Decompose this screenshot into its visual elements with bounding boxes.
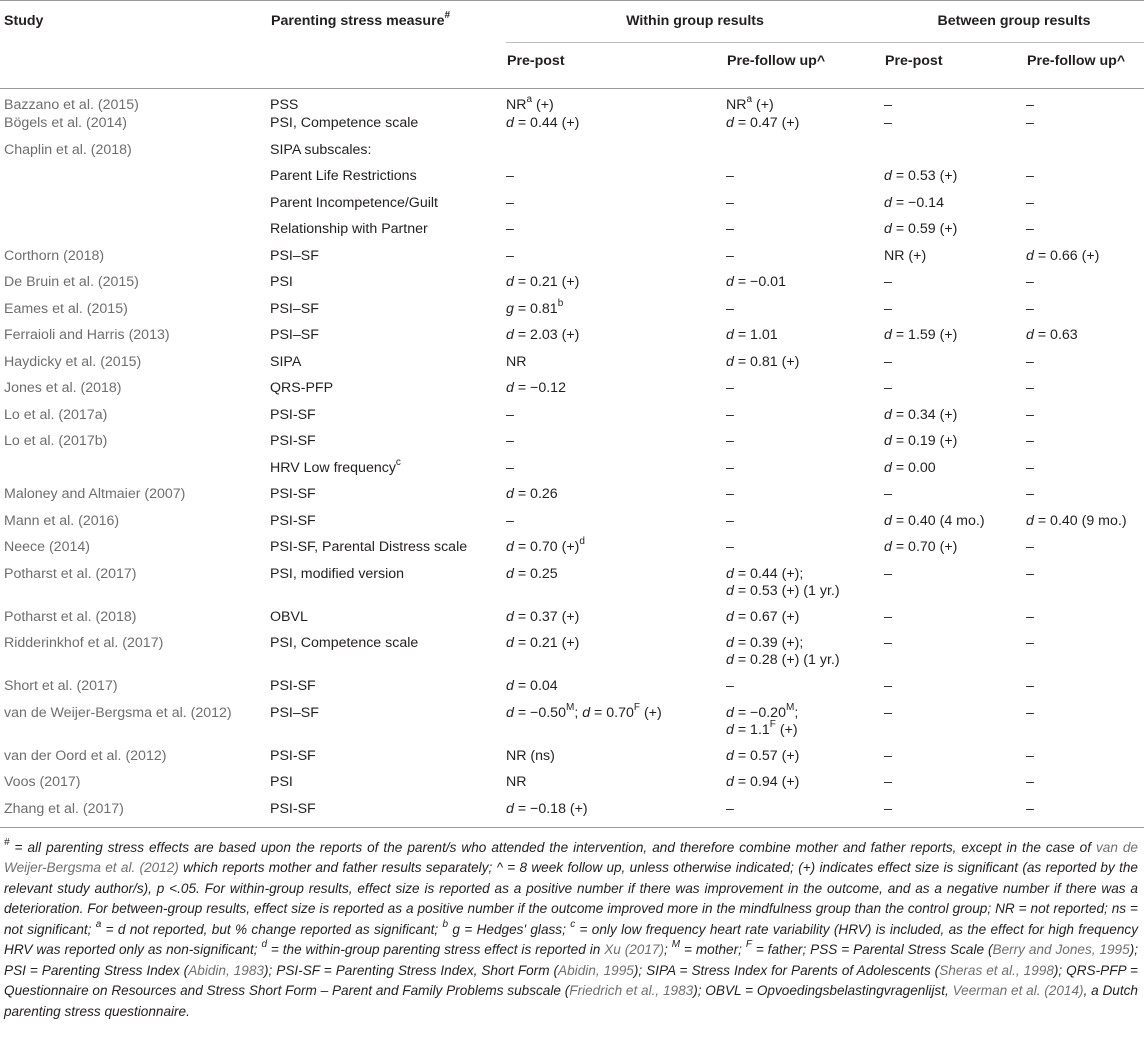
within-pre-post-cell: –: [506, 221, 514, 237]
between-pre-post-cell: –: [884, 300, 892, 317]
measure-cell: PSI-SF: [270, 486, 316, 502]
within-pre-follow-cell: d = 0.94 (+): [726, 774, 800, 790]
study-cell: van der Oord et al. (2012): [4, 747, 167, 764]
between-pre-follow-cell: –: [1026, 704, 1034, 721]
table-row: [0, 609, 1144, 636]
measure-cell: PSI-SF: [270, 433, 316, 449]
within-pre-post-cell: d = 0.70 $(+)^d$: [506, 536, 585, 555]
measure-cell: SIPA subscales:: [270, 141, 372, 158]
within-pre-follow-cell: d = 0.44 (+); d = 0.53 (+) (1 yr.): [726, 565, 840, 599]
header-within-group: Within group results: [506, 1, 884, 43]
between-pre-post-cell: NR (+): [884, 247, 927, 264]
study-cell: Eames et al. (2015): [4, 300, 128, 317]
study-cell: Bazzano et al. (2015): [4, 97, 139, 113]
measure-cell: PSI–SF: [270, 704, 319, 721]
within-pre-follow-cell: –: [726, 539, 734, 555]
study-cell: Voos (2017): [4, 774, 81, 790]
measure-cell: OBVL: [270, 608, 308, 625]
within-pre-follow-cell: d = 0.39 (+); d = 0.28 (+) (1 yr.): [726, 635, 840, 668]
within-pre-post-cell: d = 0.26: [506, 486, 558, 502]
within-pre-follow-cell: –: [726, 168, 734, 184]
within-pre-follow-cell: d = 0.81 (+): [726, 353, 800, 370]
study-cell: Ridderinkhof et al. (2017): [4, 635, 164, 651]
table-row: [0, 539, 1144, 566]
study-cell: Maloney and Altmaier (2007): [4, 486, 186, 502]
between-pre-follow-cell: –: [1026, 459, 1034, 476]
measure-cell: PSI: [270, 774, 293, 790]
between-pre-post-cell: –: [884, 678, 892, 694]
study-cell: Potharst et al. (2018): [4, 608, 137, 625]
study-cell: Potharst et al. (2017): [4, 565, 137, 582]
table-row: [0, 566, 1144, 609]
header-within-pre-follow: Pre-follow up^: [726, 43, 884, 89]
table-row: [0, 460, 1144, 487]
study-cell: Corthorn (2018): [4, 247, 105, 264]
between-pre-post-cell: –: [884, 353, 892, 370]
within-pre-post-cell: d = −0.18 (+): [506, 801, 726, 828]
between-pre-follow-cell: d = 0.40 (9 mo.): [1026, 512, 1127, 529]
study-cell: Mann et al. (2016): [4, 512, 120, 529]
between-pre-follow-cell: –: [1026, 608, 1034, 625]
between-pre-follow-cell: –: [1026, 406, 1034, 423]
within-pre-post-cell: NR: [506, 353, 527, 370]
within-pre-post-cell: d = 2.03 (+): [506, 327, 580, 343]
within-pre-post-cell: d = −0.12: [506, 380, 566, 396]
within-pre-follow-cell: d = 0.47 (+): [726, 115, 800, 131]
measure-cell: PSI-SF: [270, 747, 316, 764]
within-pre-post-cell: –: [506, 406, 514, 423]
between-pre-follow-cell: –: [1026, 353, 1034, 370]
within-pre-post-cell: d = 0.25: [506, 565, 558, 582]
within-pre-post-cell: NR (ns): [506, 747, 555, 764]
between-pre-post-cell: –: [884, 486, 892, 502]
table-row: [0, 327, 1144, 354]
between-pre-follow-cell: d = 0.66 (+): [1026, 247, 1100, 264]
table-row: [0, 635, 1144, 678]
between-pre-post-cell: –: [884, 380, 892, 396]
within-pre-post-cell: d = 0.21 (+): [506, 274, 580, 290]
between-pre-follow-cell: –: [1026, 97, 1034, 113]
table-row: [0, 380, 1144, 407]
table-row: [0, 678, 1144, 705]
table-row: [0, 748, 1144, 775]
between-pre-follow-cell: –: [1026, 565, 1034, 582]
within-pre-post-cell: d = 0.37 (+): [506, 608, 580, 625]
between-pre-post-cell: [884, 142, 1026, 169]
within-pre-post-cell: –: [506, 433, 514, 449]
study-cell: Short et al. (2017): [4, 678, 118, 694]
between-pre-post-cell: d = 0.40 (4 mo.): [884, 512, 985, 529]
between-pre-post-cell: –: [884, 115, 892, 131]
measure-cell: PSI, Competence scale: [270, 115, 419, 131]
header-row-groups: [0, 1, 1144, 43]
within-pre-follow-cell: –: [726, 247, 734, 264]
table-footnote: # = all parenting stress effects are based upon the reports of the parent/s who attended the intervention, and therefore combine mother and father reports, except in the case of van de Weijer-Bergsma et al. (2012) which reports mother and father results separately; ^ = 8 week follow up, unless otherwise indicated; (+) indicates effect size is significant (as reported by the relevant study author/s), p <.05. For within-group results, effect size is reported as a positive number if there was improvement in the outcome, and as a negative number if there was a deterioration. For between-group results, effect size is reported as a positive number if the outcome improved more in the mindfulness group than the control group; NR = not reported; ns = not significant; $^a$ = d not reported, but % change reported as significant; $^b$ g = Hedges' glass; $^c$ = only low frequency heart rate variability (HRV) is included, as the effect for high frequency HRV was reported only as non-significant; $^d$ = the within-group parenting stress effect is reported in Xu (2017); $^M$ = mother; $^F$ = father; PSS = Parental Stress Scale (Berry and Jones, 1995); PSI = Parenting Stress Index (Abidin, 1983); PSI-SF = Parenting Stress Index, Short Form (Abidin, 1995); SIPA = Stress Index for Parents of Adolescents (Sheras et al., 1998); QRS-PFP = Questionnaire on Resources and Stress Short Form – Parent and Family Problems subscale (Friedrich et al., 1983); OBVL = Opvoedingsbelastingvragenlijst, Veerman et al. (2014), a Dutch parenting stress questionnaire.: [4, 836, 1138, 1019]
between-pre-follow-cell: –: [1026, 194, 1034, 211]
between-pre-post-cell: d = 0.34 (+): [884, 406, 958, 423]
within-pre-post-cell: g = 0.81$^b$: [506, 297, 564, 317]
between-pre-post-cell: –: [884, 635, 892, 651]
within-pre-follow-cell: –: [726, 194, 734, 211]
within-pre-post-cell: –: [506, 247, 514, 264]
table-row: [0, 774, 1144, 801]
measure-cell: PSI-SF: [270, 678, 316, 694]
between-pre-post-cell: –: [884, 565, 892, 582]
within-pre-follow-cell: –: [726, 512, 734, 529]
between-pre-follow-cell: –: [1026, 539, 1034, 555]
between-pre-post-cell: d = 0.70 (+): [884, 539, 958, 555]
measure-cell: QRS-PFP: [270, 380, 334, 396]
between-pre-follow-cell: –: [1026, 221, 1034, 237]
within-pre-post-cell: NR: [506, 774, 527, 790]
within-pre-follow-cell: [726, 142, 884, 169]
within-pre-follow-cell: –: [726, 678, 734, 694]
measure-cell: Parent Incompetence/Guilt: [270, 194, 438, 211]
within-pre-follow-cell: $d = -0.20^M$; $d = 1.1^F$ (+): [726, 701, 799, 738]
within-pre-post-cell: [506, 142, 726, 169]
table-row: [0, 407, 1144, 434]
within-pre-post-cell: –: [506, 168, 514, 184]
table-row: [0, 248, 1144, 275]
table-row: [0, 274, 1144, 301]
study-cell: Lo et al. (2017a): [4, 406, 108, 423]
measure-cell: PSS: [270, 97, 299, 113]
table-row: [0, 89, 1144, 116]
between-pre-post-cell: –: [884, 608, 892, 625]
between-pre-post-cell: d = 0.53 (+): [884, 168, 958, 184]
between-pre-follow-cell: d = 0.63: [1026, 327, 1078, 343]
header-measure: Parenting stress measure#: [270, 1, 506, 89]
measure-cell: SIPA: [270, 353, 302, 370]
header-between-group: Between group results: [884, 1, 1144, 43]
between-pre-follow-cell: –: [1026, 486, 1034, 502]
between-pre-follow-cell: –: [1026, 678, 1034, 694]
between-pre-post-cell: d = 0.59 (+): [884, 221, 958, 237]
table-row: [0, 486, 1144, 513]
between-pre-post-cell: d = −0.14: [884, 194, 944, 211]
study-cell: Ferraioli and Harris (2013): [4, 327, 170, 343]
study-cell: Jones et al. (2018): [4, 380, 122, 396]
between-pre-post-cell: –: [884, 747, 892, 764]
within-pre-follow-cell: –: [726, 221, 734, 237]
within-pre-post-cell: $d = -0.50^M$; $d = 0.70^F$ (+): [506, 701, 662, 721]
table-row: [0, 354, 1144, 381]
within-pre-follow-cell: $NR^a$ (+): [726, 94, 774, 113]
study-cell: [0, 221, 270, 248]
between-pre-follow-cell: –: [1026, 380, 1034, 396]
header-within-pre-post: Pre-post: [506, 43, 726, 89]
within-pre-follow-cell: d = −0.01: [726, 274, 786, 290]
within-pre-follow-cell: –: [726, 433, 734, 449]
between-pre-follow-cell: –: [1026, 801, 1144, 828]
within-pre-follow-cell: d = 1.01: [726, 327, 778, 343]
measure-cell: PSI, Competence scale: [270, 635, 419, 651]
within-pre-post-cell: –: [506, 194, 514, 211]
between-pre-follow-cell: –: [1026, 433, 1034, 449]
table-row: [0, 142, 1144, 169]
header-between-pre-follow: Pre-follow up^: [1026, 43, 1144, 89]
between-pre-follow-cell: –: [1026, 300, 1034, 317]
between-pre-follow-cell: –: [1026, 747, 1034, 764]
table-row: [0, 195, 1144, 222]
study-cell: Lo et al. (2017b): [4, 433, 108, 449]
within-pre-post-cell: $NR^a$ (+): [506, 94, 554, 113]
between-pre-follow-cell: –: [1026, 274, 1034, 290]
within-pre-follow-cell: d = 0.67 (+): [726, 608, 800, 625]
within-pre-post-cell: –: [506, 512, 514, 529]
between-pre-follow-cell: –: [1026, 635, 1034, 651]
measure-cell: PSI: [270, 274, 293, 290]
between-pre-post-cell: d = 1.59 (+): [884, 327, 958, 343]
measure-cell: PSI-SF, Parental Distress scale: [270, 539, 468, 555]
between-pre-follow-cell: –: [1026, 168, 1034, 184]
between-pre-post-cell: –: [884, 274, 892, 290]
study-cell: van de Weijer-Bergsma et al. (2012): [4, 704, 232, 721]
within-pre-follow-cell: –: [726, 300, 734, 317]
within-pre-follow-cell: –: [726, 406, 734, 423]
measure-cell: Parent Life Restrictions: [270, 168, 417, 184]
study-cell: [0, 195, 270, 222]
within-pre-follow-cell: –: [726, 486, 734, 502]
measure-cell: PSI-SF: [270, 512, 316, 529]
between-pre-follow-cell: –: [1026, 115, 1034, 131]
between-pre-post-cell: –: [884, 801, 1026, 828]
between-pre-post-cell: –: [884, 774, 892, 790]
within-pre-follow-cell: d = 0.57 (+): [726, 747, 800, 764]
table-row: [0, 115, 1144, 142]
within-pre-follow-cell: –: [726, 459, 734, 476]
measure-cell: PSI–SF: [270, 300, 319, 317]
study-cell: [0, 168, 270, 195]
table-row: [0, 513, 1144, 540]
table-body: [0, 89, 1144, 828]
measure-cell: HRV Low frequency$^c$: [270, 456, 401, 476]
measure-cell: PSI-SF: [270, 801, 506, 828]
header-between-pre-post: Pre-post: [884, 43, 1026, 89]
within-pre-post-cell: –: [506, 459, 514, 476]
between-pre-post-cell: –: [884, 704, 892, 721]
table-row: [0, 801, 1144, 828]
table-row: [0, 705, 1144, 748]
between-pre-follow-cell: [1026, 142, 1144, 169]
study-cell: Haydicky et al. (2015): [4, 353, 142, 370]
table-row: [0, 433, 1144, 460]
table-row: [0, 301, 1144, 328]
measure-cell: PSI–SF: [270, 327, 319, 343]
between-pre-follow-cell: –: [1026, 774, 1034, 790]
measure-cell: Relationship with Partner: [270, 221, 428, 237]
study-cell: Zhang et al. (2017): [0, 801, 270, 828]
measure-cell: PSI-SF: [270, 406, 316, 423]
study-cell: Bögels et al. (2014): [4, 115, 128, 131]
study-cell: De Bruin et al. (2015): [4, 274, 139, 290]
study-cell: Neece (2014): [4, 539, 90, 555]
study-cell: [0, 460, 270, 487]
table-row: [0, 221, 1144, 248]
within-pre-post-cell: d = 0.04: [506, 678, 558, 694]
between-pre-post-cell: –: [884, 97, 892, 113]
within-pre-post-cell: d = 0.21 (+): [506, 635, 580, 651]
within-pre-follow-cell: –: [726, 380, 734, 396]
within-pre-follow-cell: –: [726, 801, 884, 828]
measure-cell: PSI–SF: [270, 247, 319, 264]
between-pre-post-cell: d = 0.19 (+): [884, 433, 958, 449]
between-pre-post-cell: d = 0.00: [884, 459, 936, 476]
header-study: Study: [0, 1, 270, 89]
within-pre-post-cell: d = 0.44 (+): [506, 115, 580, 131]
study-cell: Chaplin et al. (2018): [4, 141, 132, 158]
table-row: [0, 168, 1144, 195]
measure-cell: PSI, modified version: [270, 565, 405, 582]
